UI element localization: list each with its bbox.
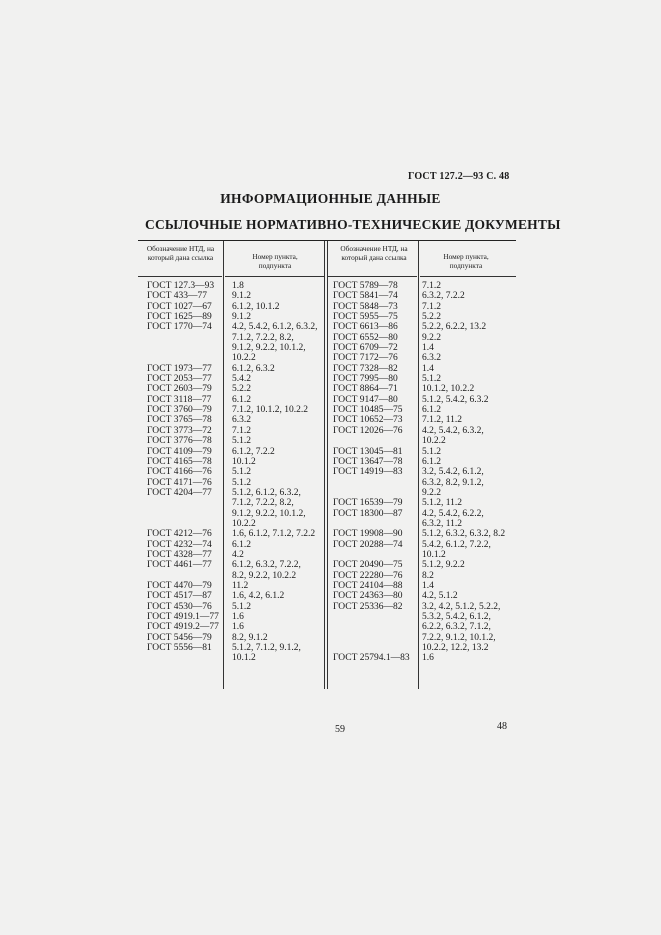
item-line: 10.2.2: [232, 353, 256, 364]
item-line: 5.1.2: [232, 436, 251, 447]
table-row-doc: ГОСТ 5556—81: [147, 643, 212, 654]
table-row-items: [422, 426, 514, 447]
item-line: 8.2, 9.2.2, 10.2.2: [232, 570, 297, 581]
table-row-items: [422, 653, 514, 663]
table-row-items: [422, 405, 514, 415]
table-row-items: [422, 415, 514, 425]
table-row-items: [422, 395, 514, 405]
table-row-items: [232, 415, 324, 425]
item-line: 5.2.2, 6.2.2, 13.2: [422, 322, 487, 333]
table-row-items: [422, 581, 514, 591]
col-header-item-right: Номер пункта, подпункта: [443, 252, 489, 270]
item-line: 8.2: [422, 570, 434, 581]
item-line: 6.3.2, 7.2.2: [422, 291, 465, 302]
center-double-rule: [324, 241, 325, 689]
item-line: 5.1.2: [232, 601, 251, 612]
header-rule-right-item: [420, 276, 516, 277]
table-row-doc: ГОСТ 4232—74: [147, 539, 212, 550]
item-line: 7.1.2, 7.2.2, 8.2,: [232, 332, 294, 343]
table-row-items: [232, 291, 324, 301]
table-row-items: [232, 436, 324, 446]
table-row-doc: ГОСТ 1625—89: [147, 312, 212, 323]
table-row-doc: ГОСТ 1027—67: [147, 301, 212, 312]
item-line: 5.4.2, 6.1.2, 7.2.2,: [422, 539, 491, 550]
item-line: 3.2, 4.2, 5.1.2, 5.2.2,: [422, 601, 501, 612]
table-row-items: [232, 426, 324, 436]
item-line: 5.1.2, 6.3.2, 6.3.2, 8.2: [422, 529, 506, 540]
table-row-doc: ГОСТ 3773—72: [147, 425, 212, 436]
table-row-doc: ГОСТ 9147—80: [333, 394, 398, 405]
table-row-items: [422, 353, 514, 363]
item-line: 5.1.2: [232, 467, 251, 478]
item-line: 6.1.2, 6.3.2: [232, 363, 275, 374]
item-line: 6.3.2, 11.2: [422, 518, 463, 529]
table-row-doc: ГОСТ 4171—76: [147, 477, 212, 488]
item-line: 4.2, 5.1.2: [422, 591, 458, 602]
item-line: 10.2.2, 12.2, 13.2: [422, 643, 489, 654]
table-row-items: [422, 384, 514, 394]
item-line: 10.1.2: [422, 549, 446, 560]
table-row-items: [232, 643, 324, 664]
col-header-item-left: Номер пункта, подпункта: [252, 252, 298, 270]
page-number-center: 59: [335, 724, 345, 735]
table-row-doc: ГОСТ 24104—88: [333, 580, 403, 591]
table-row-items: [232, 581, 324, 591]
item-line: 6.1.2: [232, 394, 251, 405]
table-row-items: [232, 302, 324, 312]
item-line: 5.2.2: [232, 384, 251, 395]
item-line: 5.1.2, 5.4.2, 6.3.2: [422, 394, 489, 405]
table-row-doc: ГОСТ 13045—81: [333, 446, 403, 457]
left-item-column: [232, 281, 324, 664]
document-header: ГОСТ 127.2—93 С. 48: [408, 171, 510, 182]
table-row-doc: ГОСТ 3776—78: [147, 436, 212, 447]
table-row-items: [232, 560, 324, 581]
table-row-items: [232, 281, 324, 291]
item-line: 3.2, 5.4.2, 6.1.2,: [422, 467, 484, 478]
item-line: 10.2.2: [422, 436, 446, 447]
table-row-doc: ГОСТ 4517—87: [147, 591, 212, 602]
table-row-doc: ГОСТ 12026—76: [333, 425, 403, 436]
table-row-doc: ГОСТ 8864—71: [333, 384, 398, 395]
header-rule-left-item: [225, 276, 324, 277]
table-row-doc: ГОСТ 10485—75: [333, 405, 403, 416]
right-item-column: [422, 281, 514, 664]
item-line: 1.6: [232, 622, 244, 633]
item-line: 1.4: [422, 580, 434, 591]
table-row-items: [422, 364, 514, 374]
col-header-doc-left: Обозначение НТД, на который дана ссылка: [146, 244, 215, 262]
table-row-items: [232, 447, 324, 457]
item-line: 9.1.2: [232, 312, 251, 323]
item-line: 4.2, 5.4.2, 6.1.2, 6.3.2,: [232, 322, 318, 333]
table-row-items: [422, 312, 514, 322]
table-row-items: [232, 374, 324, 384]
item-line: 5.1.2, 11.2: [422, 498, 463, 509]
table-row-doc: ГОСТ 19908—90: [333, 529, 403, 540]
item-line: 7.1.2, 11.2: [422, 415, 463, 426]
item-line: 10.1.2: [232, 456, 256, 467]
table-row-doc: ГОСТ 1973—77: [147, 363, 212, 374]
header-rule-right-doc: [328, 276, 417, 277]
table-row-doc: ГОСТ 14919—83: [333, 467, 403, 478]
item-line: 10.1.2: [232, 653, 256, 664]
item-line: 8.2, 9.1.2: [232, 632, 268, 643]
table-row-items: [422, 457, 514, 467]
item-line: 5.3.2, 5.4.2, 6.1.2,: [422, 612, 491, 623]
table-row-items: [422, 602, 514, 654]
table-row-doc: ГОСТ 5841—74: [333, 291, 398, 302]
table-row-doc: ГОСТ 2603—79: [147, 384, 212, 395]
item-line: 5.1.2, 6.1.2, 6.3.2,: [232, 487, 301, 498]
table-row-doc: ГОСТ 433—77: [147, 291, 207, 302]
table-row-items: [232, 633, 324, 643]
item-line: 1.6, 4.2, 6.1.2: [232, 591, 285, 602]
table-row-items: [422, 333, 514, 343]
page-title: ИНФОРМАЦИОННЫЕ ДАННЫЕ: [220, 191, 441, 206]
item-line: 7.1.2: [422, 281, 441, 291]
item-line: 9.2.2: [422, 332, 441, 343]
item-line: 5.4.2: [232, 374, 251, 385]
table-row-doc: ГОСТ 20288—74: [333, 539, 403, 550]
item-line: 1.6, 6.1.2, 7.1.2, 7.2.2: [232, 529, 316, 540]
page-subtitle: ССЫЛОЧНЫЕ НОРМАТИВНО-ТЕХНИЧЕСКИЕ ДОКУМЕНТЫ: [145, 217, 561, 232]
table-row-items: [422, 302, 514, 312]
item-line: 4.2, 5.4.2, 6.2.2,: [422, 508, 484, 519]
item-line: 7.1.2: [422, 301, 441, 312]
item-line: 1.4: [422, 363, 434, 374]
table-row-doc: ГОСТ 127.3—93: [147, 281, 215, 291]
item-line: 1.8: [232, 281, 244, 291]
table-row-items: [422, 529, 514, 539]
table-row-doc: ГОСТ 25794.1—83: [333, 653, 410, 664]
table-row-doc: ГОСТ 4212—76: [147, 529, 212, 540]
table-row-doc: ГОСТ 3760—79: [147, 405, 212, 416]
table-row-items: [232, 540, 324, 550]
table-row-items: [422, 322, 514, 332]
table-row-doc: ГОСТ 2053—77: [147, 374, 212, 385]
table-row-items: [232, 602, 324, 612]
item-line: 5.1.2: [232, 477, 251, 488]
item-line: 5.2.2: [422, 312, 441, 323]
table-row-items: [232, 395, 324, 405]
table-row-items: [422, 540, 514, 561]
item-line: 4.2: [232, 549, 244, 560]
table-row-doc: ГОСТ 4919.1—77: [147, 612, 219, 623]
table-row-items: [422, 591, 514, 601]
item-line: 7.1.2, 7.2.2, 8.2,: [232, 498, 294, 509]
item-line: 6.1.2: [422, 456, 441, 467]
item-line: 5.1.2: [422, 446, 441, 457]
item-line: 7.1.2, 10.1.2, 10.2.2: [232, 405, 308, 416]
table-row-doc: ГОСТ 4109—79: [147, 446, 212, 457]
item-line: 7.2.2, 9.1.2, 10.1.2,: [422, 632, 496, 643]
table-row-items: [422, 343, 514, 353]
table-row-items: [422, 447, 514, 457]
table-row-doc: ГОСТ 4328—77: [147, 549, 212, 560]
table-row-doc: ГОСТ 6552—80: [333, 332, 398, 343]
table-row-doc: ГОСТ 20490—75: [333, 560, 403, 571]
table-row-doc: ГОСТ 25336—82: [333, 601, 403, 612]
table-row-items: [422, 571, 514, 581]
table-row-items: [422, 509, 514, 530]
reference-table: [138, 240, 516, 689]
table-row-items: [422, 467, 514, 498]
table-row-items: [422, 374, 514, 384]
table-row-doc: ГОСТ 10652—73: [333, 415, 403, 426]
item-line: 6.2.2, 6.3.2, 7.1.2,: [422, 622, 491, 633]
item-line: 6.3.2: [422, 353, 441, 364]
table-row-doc: ГОСТ 22280—76: [333, 570, 403, 581]
table-row-doc: ГОСТ 24363—80: [333, 591, 403, 602]
table-row-items: [232, 467, 324, 477]
table-row-items: [232, 457, 324, 467]
item-line: 7.1.2: [232, 425, 251, 436]
table-row-doc: ГОСТ 4919.2—77: [147, 622, 219, 633]
right-doc-column: [333, 281, 417, 664]
item-line: 4.2, 5.4.2, 6.3.2,: [422, 425, 484, 436]
table-row-items: [232, 612, 324, 622]
table-row-doc: ГОСТ 6613—86: [333, 322, 398, 333]
table-row-doc: ГОСТ 3118—77: [147, 394, 212, 405]
column-divider: [223, 241, 224, 689]
item-line: 9.1.2: [232, 291, 251, 302]
item-line: 6.1.2, 7.2.2: [232, 446, 275, 457]
item-line: 5.1.2: [422, 374, 441, 385]
table-row-items: [422, 560, 514, 570]
table-row-doc: ГОСТ 13647—78: [333, 456, 403, 467]
table-row-doc: ГОСТ 5848—73: [333, 301, 398, 312]
item-line: 5.1.2, 9.2.2: [422, 560, 465, 571]
table-row-items: [232, 405, 324, 415]
table-row-doc: ГОСТ 18300—87: [333, 508, 403, 519]
column-divider: [418, 241, 419, 689]
table-row-items: [232, 364, 324, 374]
item-line: 9.2.2: [422, 487, 441, 498]
table-row-doc: ГОСТ 16539—79: [333, 498, 403, 509]
table-row-items: [232, 529, 324, 539]
table-row-doc: ГОСТ 7995—80: [333, 374, 398, 385]
table-row-doc: ГОСТ 6709—72: [333, 343, 398, 354]
table-row-items: [232, 550, 324, 560]
table-row-items: [422, 498, 514, 508]
item-line: 1.6: [422, 653, 434, 664]
left-doc-column: [147, 281, 222, 664]
table-row-items: [232, 312, 324, 322]
table-row-doc: ГОСТ 1770—74: [147, 322, 212, 333]
table-row-items: [232, 322, 324, 363]
table-row-doc: ГОСТ 7328—82: [333, 363, 398, 374]
table-row-doc: ГОСТ 4204—77: [147, 487, 212, 498]
table-row-doc: ГОСТ 4470—79: [147, 581, 212, 591]
header-rule-left-doc: [138, 276, 222, 277]
table-row-doc: ГОСТ 3765—78: [147, 415, 212, 426]
item-line: 10.2.2: [232, 518, 256, 529]
table-row-doc: ГОСТ 5955—75: [333, 312, 398, 323]
table-row-doc: ГОСТ 4461—77: [147, 560, 212, 571]
table-row-items: [422, 281, 514, 291]
item-line: 10.1.2, 10.2.2: [422, 384, 475, 395]
item-line: 6.1.2, 6.3.2, 7.2.2,: [232, 560, 301, 571]
table-row-doc: ГОСТ 4165—78: [147, 456, 212, 467]
item-line: 1.6: [232, 612, 244, 623]
table-row-doc: ГОСТ 5789—78: [333, 281, 398, 291]
item-line: 6.3.2, 8.2, 9.1.2,: [422, 477, 484, 488]
table-row-items: [232, 478, 324, 488]
table-row-items: [232, 384, 324, 394]
item-line: 9.1.2, 9.2.2, 10.1.2,: [232, 343, 306, 354]
item-line: 6.1.2: [232, 539, 251, 550]
item-line: 5.1.2, 7.1.2, 9.1.2,: [232, 643, 301, 654]
table-row-items: [232, 488, 324, 529]
center-double-rule: [327, 241, 328, 689]
table-row-doc: ГОСТ 4530—76: [147, 601, 212, 612]
table-row-doc: ГОСТ 4166—76: [147, 467, 212, 478]
item-line: 9.1.2, 9.2.2, 10.1.2,: [232, 508, 306, 519]
item-line: 6.1.2: [422, 405, 441, 416]
table-row-doc: ГОСТ 5456—79: [147, 632, 212, 643]
col-header-doc-right: Обозначение НТД, на который дана ссылка: [340, 244, 408, 262]
item-line: 6.1.2, 10.1.2: [232, 301, 280, 312]
page-number-right: 48: [497, 721, 507, 732]
item-line: 1.4: [422, 343, 434, 354]
table-row-items: [232, 622, 324, 632]
item-line: 6.3.2: [232, 415, 251, 426]
table-row-items: [232, 591, 324, 601]
table-row-doc: ГОСТ 7172—76: [333, 353, 398, 364]
table-row-items: [422, 291, 514, 301]
item-line: 11.2: [232, 581, 249, 591]
